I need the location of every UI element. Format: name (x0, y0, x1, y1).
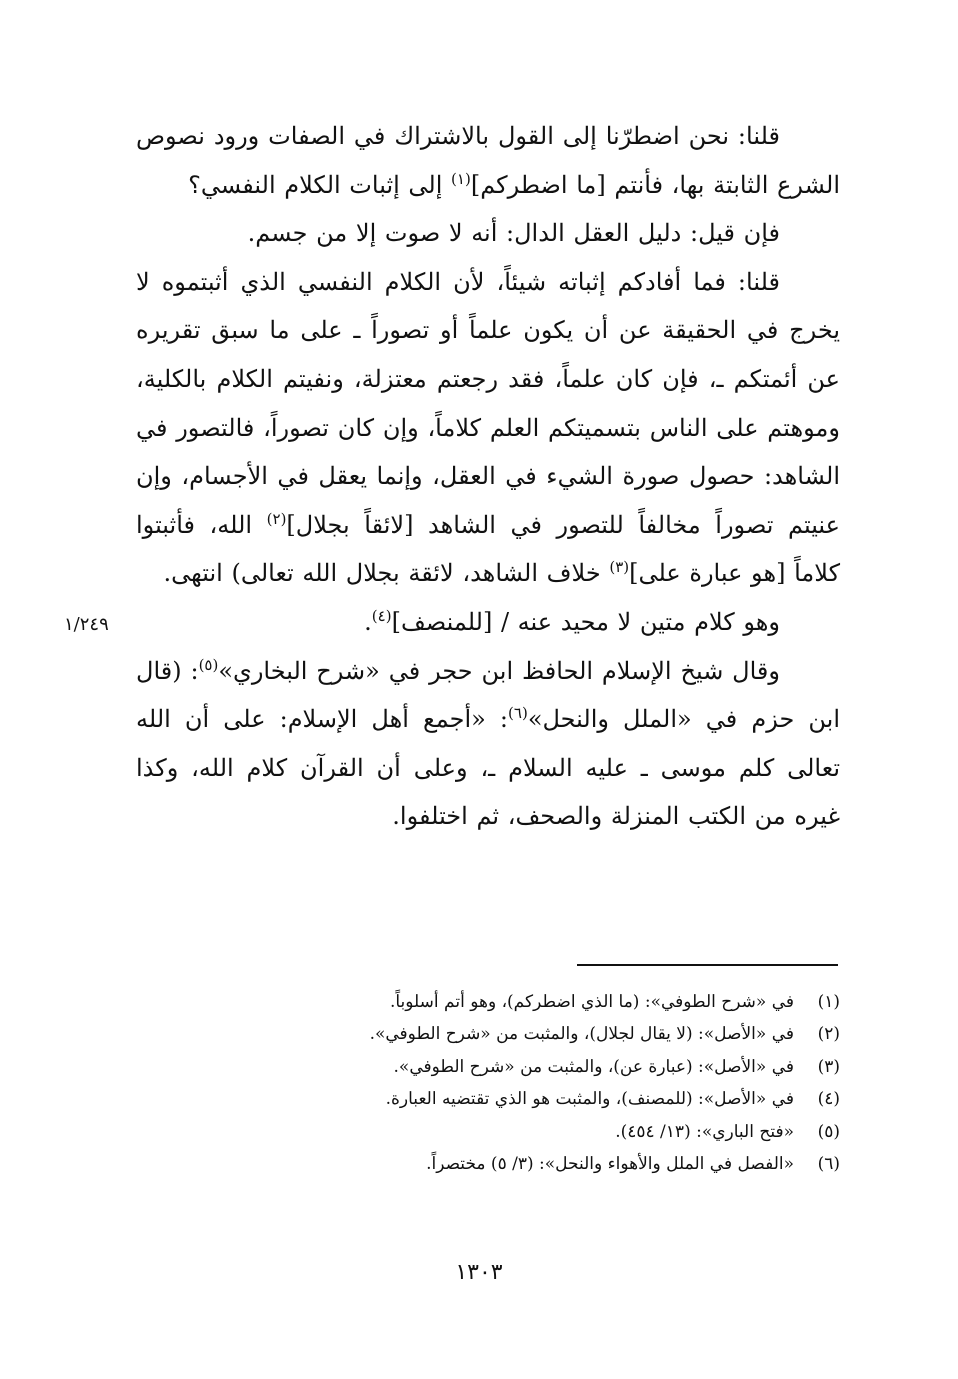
paragraph-5-text: وقال شيخ الإسلام الحافظ ابن حجر في «شرح البخاري» (218, 656, 780, 685)
paragraph-5-tail: : (قال ابن حزم في «الملل والنحل» (136, 656, 841, 734)
footnote-2 (180, 1018, 840, 1050)
footnote-ref-3: (٣) (609, 558, 630, 577)
footnote-text: في «الأصل»: (عبارة عن)، والمثبت من «شرح الطوفي». (393, 1056, 794, 1077)
paragraph-3-text: قلنا: فما أفادكم إثباته شيئاً، لأن الكلام النفسي الذي أثبتموه لا يخرج في الحقيقة عن أن يكون علماً أو تصوراً ـ على ما سبق تقريره عن أئمتكم ـ، فإن كان علماً، فقد رجعتم معتزلة، ونفيتم الكلام بالكلية، وموهتم على الناس بتسميتكم العلم كلاماً، وإن كان تصوراً، فالتصور في الشاهد: حصول صورة الشيء في العقل، وإنما يعقل في الأجسام، وإن عنيتم تصوراً مخالفاً للتصور في الشاهد [لائقاً بجلال] (136, 267, 841, 539)
footnote-number: (٣) (817, 1056, 840, 1077)
footnote-text: في «الأصل»: (لا يقال لجلال)، والمثبت من «شرح الطوفي». (369, 1024, 794, 1045)
paragraph-5 (136, 647, 840, 841)
paragraph-4 (136, 598, 840, 647)
main-text (136, 112, 840, 841)
footnote-3 (180, 1051, 840, 1083)
paragraph-3-tail: الله، فأثبتوا كلاماً [هو عبارة على] (136, 510, 840, 588)
footnote-number: (٥) (817, 1121, 840, 1142)
footnote-ref-5: (٥) (198, 655, 219, 674)
paragraph-1-tail: إلى إثبات الكلام النفسي؟ (188, 170, 452, 199)
footnote-number: (١) (817, 992, 840, 1012)
footnote-6 (180, 1148, 840, 1180)
footnote-number: (٦) (817, 1154, 840, 1175)
paragraph-4-text: وهو كلام متين لا محيد عنه / [للمنصف] (391, 607, 780, 636)
page-number: ١٣٠٣ (455, 1260, 503, 1285)
footnote-ref-6: (٦) (508, 704, 528, 723)
footnote-ref-4: (٤) (371, 606, 392, 625)
footnote-5 (180, 1116, 840, 1148)
paragraph-3-tail-2: خلاف الشاهد، لائقة بجلال الله تعالى) انتهى. (163, 559, 610, 588)
footnote-number: (٤) (817, 1089, 840, 1110)
footnote-1 (180, 986, 840, 1018)
paragraph-2-text: فإن قيل: دليل العقل الدال: أنه لا صوت إلا من جسم. (247, 219, 780, 248)
footnote-4 (180, 1083, 840, 1115)
footnote-text: في «الأصل»: (للمصنف)، والمثبت هو الذي تقتضيه العبارة. (385, 1089, 794, 1110)
paragraph-1-text: قلنا: نحن اضطرّنا إلى القول بالاشتراك في الصفات ورود نصوص الشرع الثابتة بها، فأنتم [ما اضطركم] (136, 122, 840, 199)
paragraph-1 (136, 112, 840, 209)
footnote-ref-2: (٢) (266, 509, 287, 528)
paragraph-3 (136, 258, 840, 598)
footnote-text: «فتح الباري»: (١٣/ ٤٥٤). (615, 1121, 794, 1142)
footnote-number: (٢) (817, 1024, 840, 1045)
footnotes (180, 986, 840, 1180)
footnote-text: «الفصل في الملل والأهواء والنحل»: (٣/ ٥) مختصراً. (426, 1154, 794, 1175)
paragraph-4-tail: . (364, 607, 372, 636)
footnote-text: في «شرح الطوفي»: (ما الذي اضطركم)، وهو أتم أسلوباً. (389, 992, 794, 1012)
paragraph-2 (136, 209, 840, 258)
manuscript-folio-reference: ١/٢٤٩ (64, 614, 109, 635)
footnote-ref-1: (١) (451, 169, 471, 188)
paragraph-5-tail-2: : «أجمع أهل الإسلام: على أن الله تعالى كلم موسى ـ عليه السلام ـ، وعلى أن القرآن كلام الله، وكذا غيره من الكتب المنزلة والصحف، ثم اختلفوا. (136, 705, 840, 831)
footnote-separator (577, 964, 838, 966)
